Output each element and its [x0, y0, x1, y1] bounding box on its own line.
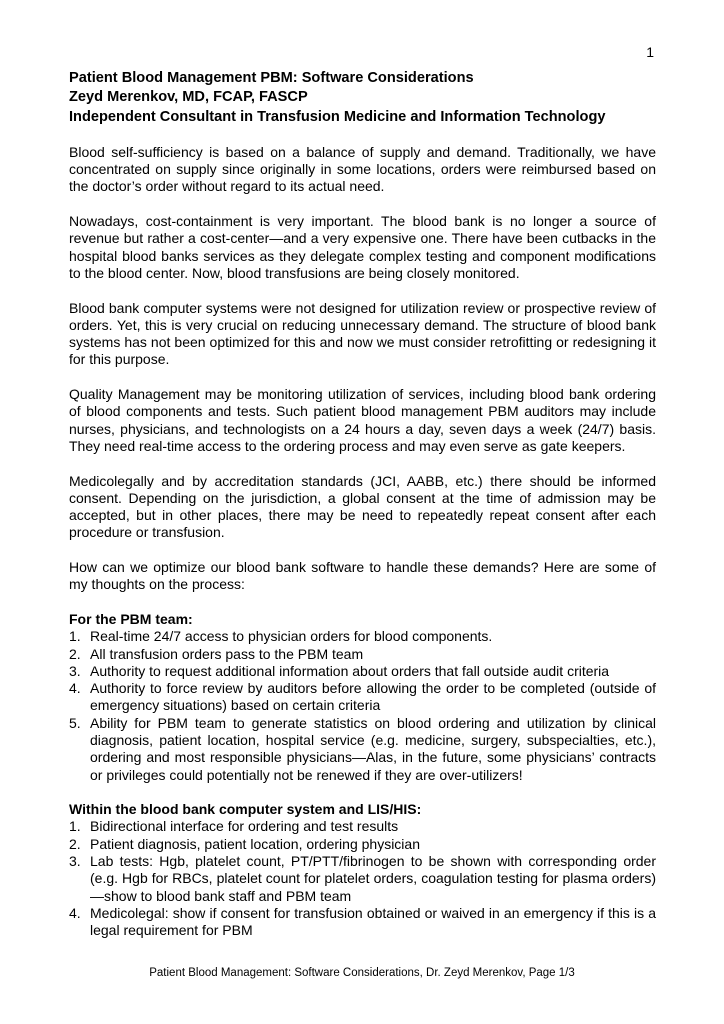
list-item-text: Authority to request additional information about orders that fall outside audit criteria: [90, 662, 610, 679]
section-heading-pbm-team: For the PBM team:: [69, 610, 193, 627]
list-item-text: Lab tests: Hgb, platelet count, PT/PTT/fibrinogen to be shown with corresponding order (e.g. Hgb for RBCs, platelet count for platelet orders, coagulation testing for plasma orders)—show to blood bank staff and PBM team: [90, 853, 656, 904]
list-item: [69, 905, 656, 940]
list-item: [69, 853, 656, 905]
list-item: [69, 663, 656, 680]
author-line: Zeyd Merenkov, MD, FCAP, FASCP: [69, 89, 308, 106]
paragraph-optimize-question: How can we optimize our blood bank software to handle these demands? Here are some of my thoughts on the process:: [69, 559, 656, 593]
list-number: 1.: [69, 818, 81, 835]
document-body: [69, 69, 656, 957]
list-item: [69, 715, 656, 784]
list-number: 2.: [69, 835, 81, 852]
paragraph-computer-systems: Blood bank computer systems were not designed for utilization review or prospective review of orders. Yet, this is very crucial on reducing unnecessary demand. The structure of blood bank systems has not been optimized for this and now we must consider retrofitting or redesigning it for this purpose.: [69, 299, 656, 368]
list-item: [69, 628, 656, 645]
blood-bank-system-list: [69, 818, 656, 939]
list-number: 2.: [69, 645, 81, 662]
document-title: Patient Blood Management PBM: Software Considerations: [69, 70, 474, 86]
list-item: [69, 646, 656, 663]
list-number: 4.: [69, 904, 81, 921]
list-item: [69, 818, 656, 835]
list-item-text: All transfusion orders pass to the PBM team: [90, 645, 364, 662]
page-number: 1: [646, 44, 654, 60]
list-item-text: Bidirectional interface for ordering and test results: [90, 818, 399, 835]
list-number: 1.: [69, 628, 81, 645]
list-number: 5.: [69, 714, 81, 731]
list-item-text: Patient diagnosis, patient location, ordering physician: [90, 835, 420, 852]
section-heading-blood-bank-system: Within the blood bank computer system and LIS/HIS:: [69, 801, 422, 818]
list-item-text: Authority to force review by auditors before allowing the order to be completed (outside of emergency situations) based on certain criteria: [90, 680, 656, 714]
paragraph-cost-containment: Nowadays, cost-containment is very important. The blood bank is no longer a source of revenue but rather a cost-center—and a very expensive one. There have been cutbacks in the hospital blood banks services as they delegate complex testing and component modifications to the blood center. Now, blood transfusions are being closely monitored.: [69, 213, 656, 281]
affiliation-line: Independent Consultant in Transfusion Medicine and Information Technology: [69, 108, 606, 125]
paragraph-informed-consent: Medicolegally and by accreditation standards (JCI, AABB, etc.) there should be informed consent. Depending on the jurisdiction, a global consent at the time of admission may be accepted, but in other places, there may be need to repeatedly repeat consent after each procedure or transfusion.: [69, 472, 656, 541]
list-item-text: Ability for PBM team to generate statistics on blood ordering and utilization by clinical diagnosis, patient location, hospital service (e.g. medicine, surgery, subspecialties, etc.), ordering and most responsible physicians—Alas, in the future, some physicians’ contracts or privileges could potentially not be renewed if they are over-utilizers!: [90, 714, 656, 783]
paragraph-quality-management: Quality Management may be monitoring utilization of services, including blood bank ordering of blood components and tests. Such patient blood management PBM auditors may include nurses, physicians, and technologists on a 24 hours a day, seven days a week (24/7) basis. They need real-time access to the ordering process and may even serve as gate keepers.: [69, 386, 656, 454]
pbm-team-list: [69, 628, 656, 784]
list-number: 4.: [69, 680, 81, 697]
list-item-text: Real-time 24/7 access to physician orders for blood components.: [90, 628, 493, 645]
list-item: [69, 836, 656, 853]
document-header: [69, 69, 656, 127]
list-number: 3.: [69, 662, 81, 679]
list-item: [69, 680, 656, 715]
paragraph-supply-demand: Blood self-sufficiency is based on a balance of supply and demand. Traditionally, we have concentrated on supply since originally in some locations, orders were reimbursed based on the doctor’s order without regard to its actual need.: [69, 143, 656, 195]
list-item-text: Medicolegal: show if consent for transfusion obtained or waived in an emergency if this is a legal requirement for PBM: [90, 904, 656, 939]
list-number: 3.: [69, 853, 81, 870]
page-footer: Patient Blood Management: Software Considerations, Dr. Zeyd Merenkov, Page 1/3: [149, 967, 575, 979]
